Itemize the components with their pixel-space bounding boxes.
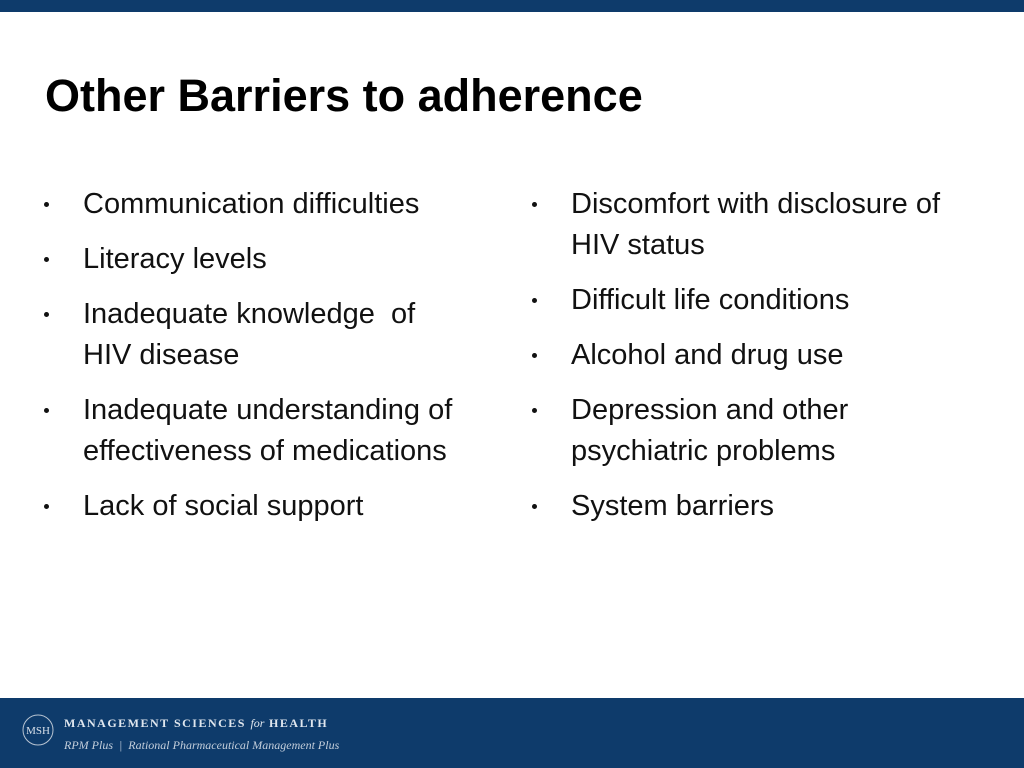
org-name-part2: HEALTH — [268, 716, 329, 730]
bullet-item — [528, 486, 988, 527]
bullet-icon — [44, 504, 49, 509]
bullet-text: Communication difficulties — [83, 188, 420, 220]
top-accent-bar — [0, 0, 1024, 12]
bullet-item — [528, 280, 988, 321]
bullet-item — [40, 390, 500, 472]
bullet-icon — [44, 408, 49, 413]
bullet-icon — [532, 408, 537, 413]
footer-bar — [0, 698, 1024, 768]
bullet-text: Depression and other psychiatric problems — [571, 394, 849, 467]
bullet-icon — [532, 353, 537, 358]
org-name-for: for — [250, 716, 265, 730]
bullet-text: Lack of social support — [83, 490, 364, 522]
bullet-text: System barriers — [571, 490, 775, 522]
bullet-text: Alcohol and drug use — [571, 339, 844, 371]
right-bullet-list — [528, 184, 988, 541]
bullet-item — [40, 294, 500, 376]
bullet-text: Discomfort with disclosure of HIV status — [571, 188, 941, 261]
bullet-text: Difficult life conditions — [571, 284, 850, 316]
bullet-item — [40, 486, 500, 527]
bullet-item — [528, 390, 988, 472]
program-name: RPM Plus | Rational Pharmaceutical Management Plus — [64, 738, 340, 752]
bullet-item — [528, 335, 988, 376]
logo-text: MSH — [26, 725, 50, 737]
slide-title: Other Barriers to adherence — [45, 70, 643, 121]
org-name-part1: MANAGEMENT SCIENCES — [64, 716, 246, 730]
bullet-icon — [44, 312, 49, 317]
bullet-icon — [44, 257, 49, 262]
organization-name — [64, 716, 328, 731]
bullet-text: Inadequate knowledge of HIV disease — [83, 298, 424, 371]
left-bullet-list — [40, 184, 500, 541]
bullet-icon — [532, 504, 537, 509]
bullet-icon — [44, 202, 49, 207]
bullet-item — [528, 184, 988, 266]
bullet-item — [40, 239, 500, 280]
bullet-icon — [532, 202, 537, 207]
bullet-text: Inadequate understanding of effectiveness of medications — [83, 394, 453, 467]
bullet-icon — [532, 298, 537, 303]
bullet-text: Literacy levels — [83, 243, 267, 275]
msh-logo-icon — [18, 710, 58, 750]
bullet-item — [40, 184, 500, 225]
